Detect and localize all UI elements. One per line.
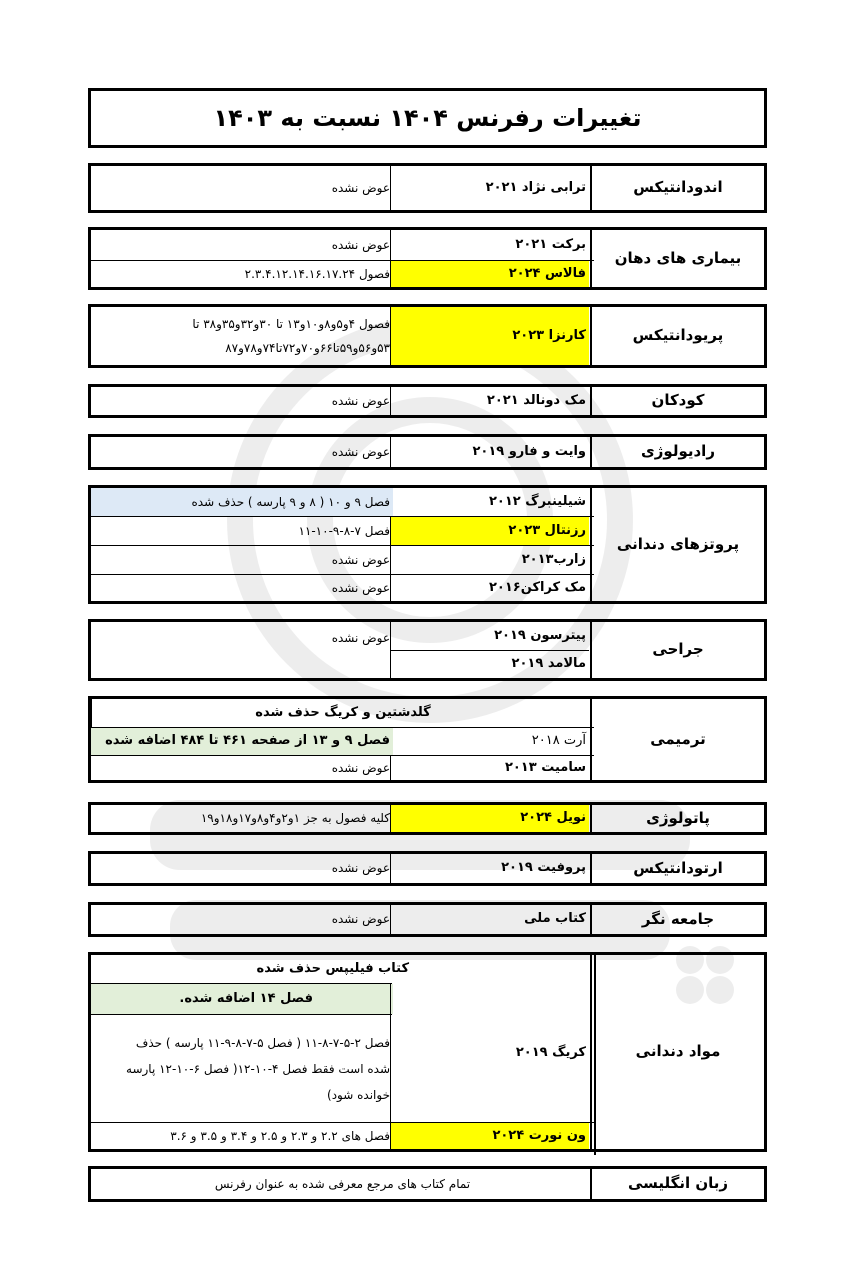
book-cell: مک دونالد ۲۰۲۱ [390, 387, 589, 415]
section-pediatrics [88, 384, 767, 418]
section-dental-materials [88, 952, 767, 1152]
subject-label: اندودانتیکس [590, 166, 764, 210]
section-prosthodontics [88, 485, 767, 604]
detail-line: خوانده شود) [327, 1087, 390, 1102]
detail-cell: عوض نشده [331, 861, 390, 876]
book-cell-highlighted: کارنزا ۲۰۲۳ [390, 307, 589, 365]
detail-line: فصل ۲-۵-۷-۸-۱۱ ( فصل ۵-۷-۸-۹-۱۱ پارسه ) حذف [135, 1035, 390, 1050]
subject-label: مواد دندانی [590, 955, 764, 1149]
book-cell-highlighted: نویل ۲۰۲۴ [390, 805, 589, 832]
detail-cell: عوض نشده [331, 393, 390, 408]
section-periodontics [88, 304, 767, 368]
book-cell: سامیت ۲۰۱۳ [390, 756, 589, 780]
book-cell: ترابی نژاد ۲۰۲۱ [390, 166, 589, 210]
book-cell: مالامد ۲۰۱۹ [390, 651, 589, 678]
detail-cell: فصل ۷-۸-۹-۱۰-۱۱ [298, 523, 390, 538]
page-title: تغییرات رفرنس ۱۴۰۴ نسبت به ۱۴۰۳ [213, 104, 642, 132]
title-box [88, 88, 767, 148]
subject-label: ارتودانتیکس [590, 854, 764, 883]
book-cell: زارب۲۰۱۳ [390, 546, 589, 574]
detail-cell: کلیه فصول به جز ۱و۲و۴و۸و۱۷و۱۸و۱۹ [200, 811, 390, 826]
detail-cell: تمام کتاب های مرجع معرفی شده به عنوان رفرنس [214, 1176, 471, 1191]
book-cell: مک کراکن۲۰۱۶ [390, 575, 589, 601]
subject-label: بیماری های دهان [590, 230, 764, 287]
detail-cell: عوض نشده [331, 580, 390, 595]
section-note: کتاب فیلیپس حذف شده [256, 960, 409, 976]
detail-cell-highlighted: فصل ۹ و ۱۰ ( ۸ و ۹ پارسه ) حذف شده [91, 488, 393, 516]
subject-label: پاتولوژی [590, 805, 764, 832]
book-cell: شیلینبرگ ۲۰۱۲ [390, 488, 589, 516]
detail-cell-highlighted: فصل ۹ و ۱۳ از صفحه ۴۶۱ تا ۴۸۴ اضافه شده [91, 728, 393, 755]
subject-label: پروتزهای دندانی [590, 488, 764, 601]
book-cell: کتاب ملی [390, 905, 589, 934]
section-restorative [88, 696, 767, 783]
section-community-dentistry [88, 902, 767, 937]
book-cell: کریگ ۲۰۱۹ [390, 984, 589, 1122]
detail-cell: عوض نشده [331, 630, 390, 645]
book-cell: پروفیت ۲۰۱۹ [390, 854, 589, 883]
book-cell: وایت و فارو ۲۰۱۹ [390, 437, 589, 467]
subject-label: رادیولوژی [590, 437, 764, 467]
section-note: گلدشتین و کریگ حذف شده [91, 699, 594, 727]
section-radiology [88, 434, 767, 470]
detail-cell: فصول ۲.۳.۴.۱۲.۱۴.۱۶.۱۷.۲۴ [244, 266, 390, 281]
section-oral-medicine [88, 227, 767, 290]
subject-label: پریودانتیکس [590, 307, 764, 365]
detail-line: ۵۳و۵۶و۵۹تا۶۶و۷۰و۷۲تا۷۴و۷۸و۸۷ [225, 341, 390, 355]
section-orthodontics [88, 851, 767, 886]
detail-line: فصول ۴و۵و۸و۱۰و۱۳ تا ۳۰و۳۲و۳۵و۳۸ تا [192, 317, 390, 331]
subject-label: جراحی [590, 622, 764, 678]
subject-label: ترمیمی [590, 699, 764, 780]
section-endodontics [88, 163, 767, 213]
section-surgery [88, 619, 767, 681]
book-cell: برکت ۲۰۲۱ [390, 230, 589, 260]
subject-label: کودکان [590, 387, 764, 415]
detail-cell: عوض نشده [331, 180, 390, 195]
book-cell-highlighted: رزنتال ۲۰۲۳ [390, 517, 589, 545]
section-english [88, 1166, 767, 1202]
subject-label: زبان انگلیسی [590, 1169, 764, 1199]
detail-cell: عوض نشده [331, 760, 390, 775]
detail-cell-highlighted: فصل ۱۴ اضافه شده. [91, 984, 393, 1014]
detail-cell [91, 307, 393, 365]
book-cell-highlighted: ون نورت ۲۰۲۴ [390, 1123, 589, 1149]
detail-cell: عوض نشده [331, 912, 390, 927]
detail-cell: عوض نشده [331, 444, 390, 459]
detail-cell [91, 1015, 393, 1122]
detail-cell: فصل های ۲.۲ و ۲.۳ و ۲.۵ و ۳.۴ و ۳.۵ و ۳.۶ [170, 1128, 390, 1143]
book-cell-highlighted: فالاس ۲۰۲۴ [390, 261, 589, 287]
detail-cell: عوض نشده [331, 237, 390, 252]
section-pathology [88, 802, 767, 835]
subject-label: جامعه نگر [590, 905, 764, 934]
book-cell: پیترسون ۲۰۱۹ [390, 622, 589, 650]
detail-cell: عوض نشده [331, 552, 390, 567]
detail-line: شده است فقط فصل ۴-۱۰-۱۲( فصل ۶-۱۰-۱۲ پارسه [126, 1061, 390, 1076]
book-cell: آرت ۲۰۱۸ [390, 728, 589, 755]
